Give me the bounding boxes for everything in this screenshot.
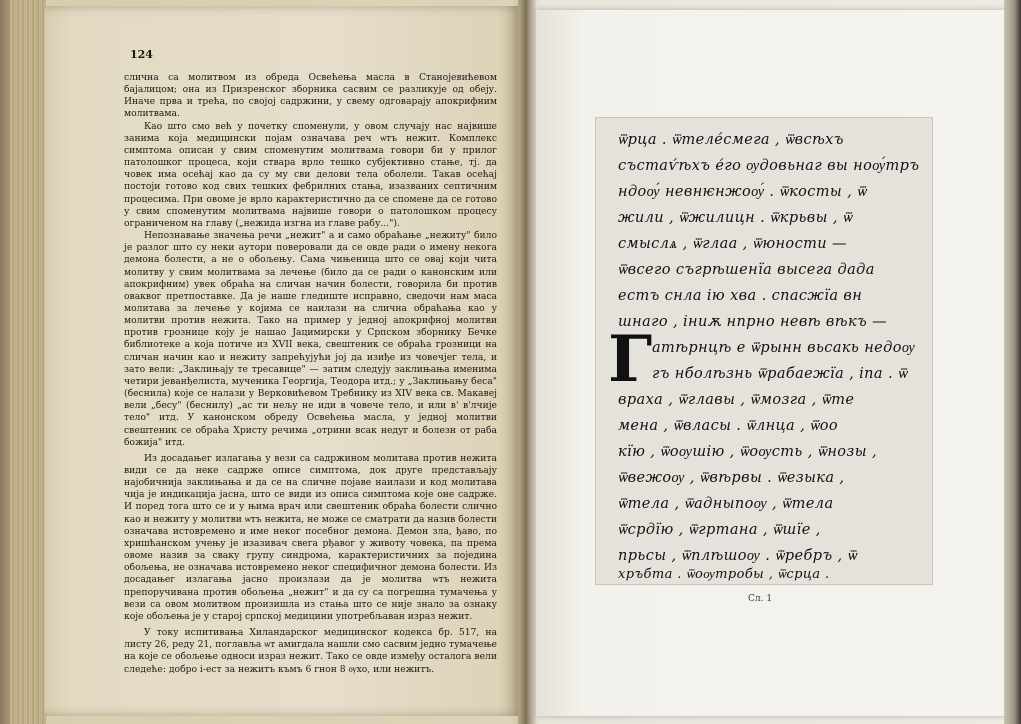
book-gutter bbox=[518, 0, 536, 724]
paragraph: Као што смо већ у почетку споменули, у овом случају нас највише занима која медицински појам означава реч ѡтъ нежит. Комплекс симптома описан у свим споменутим молитвама говори би у прилог патолошког процеса, који ствара врло тешко субјективно стање, тј. да човек има осећај као да су му сви делови тела оболели. Такав осећај постоји готово код свих тешких фебрилних стања, изазваних септичним процесима. При овоме је врло карактеристично да се спомене да се готово у свим споменутим молитвама највише говори о патолошком процесу ограниченом на главу („нежида изгна из главе рабу..."). bbox=[124, 120, 497, 229]
manuscript-line: ндоѹ́ невнѥнжоѹ́ . ѿкосты , ѿ bbox=[618, 184, 867, 200]
manuscript-line: ѿсрдїю , ѿгртана , ѿшїе , bbox=[618, 522, 821, 538]
manuscript-line: ѿтела , ѿадныпоѹ , ѿтела bbox=[618, 496, 834, 512]
page-number: 124 bbox=[130, 48, 153, 61]
manuscript-line: враха , ѿглавы , ѿмозга , ѿте bbox=[618, 392, 855, 408]
manuscript-line: ѿрца . ѿтеле́смега , ѿвсѣхъ bbox=[618, 132, 844, 148]
manuscript-line: естъ снла ію хва . спасжїа вн bbox=[618, 288, 863, 304]
paragraph: У току испитивања Хиландарског медицинског кодекса бр. 517, на листу 26, реду 21, поглавља ѡт амигдала нашли смо сасвим једно тумачење на које се обољење односи израз нежит. Тако се овде између осталога вели следеће: добро і-ест за нежитъ къмъ 6 гнон 8 ѹхо, или нежитъ. bbox=[124, 627, 497, 675]
manuscript-line: прьсы , ѿплѣшоѹ . ѿребръ , ѿ bbox=[618, 548, 858, 564]
manuscript-line: шнаго , іниѫ нпрно невѣ вѣкъ — bbox=[618, 314, 887, 330]
manuscript-line: състаѵ́ѣхъ е́го ѹдовьнаг вы ноѹ́тръ bbox=[618, 158, 920, 174]
manuscript-line: кїю , ѿоѹшію , ѿоѹсть , ѿнозы , bbox=[618, 444, 877, 460]
illuminated-initial: Г bbox=[608, 322, 653, 397]
manuscript-line: хръбта . ѿоѹтробы , ѿсрца . bbox=[618, 567, 830, 582]
body-text bbox=[124, 72, 497, 676]
manuscript-line: жили , ѿжилицн . ѿкрьвы , ѿ bbox=[618, 210, 853, 226]
manuscript-line: мена , ѿвласы . ѿлнца , ѿоо bbox=[618, 418, 839, 434]
manuscript-line: ѿвежоѹ , ѿвѣрвы . ѿезыка , bbox=[618, 470, 845, 486]
right-book-edge bbox=[1004, 0, 1021, 724]
figure-caption: Сл. 1 bbox=[748, 594, 773, 604]
paragraph: Непознавање значења речи „нежит" а и само обраћање „нежиту" било је разлог што су неки аутори поверовали да се овде ради о имену некога демона болести, а не о обољењу. Сама чињеница што се овај који чита молитву у свим молитвама за лечење (било да се ради о канонским или апокрифним) увек обраћа на сличан начин болести, говорила би против оваквог претпоставке. Да је наше гледиште исправно, сведочи нам маса молитава за лечење у којима се наилази на слична обраћања као у молитви против нежита. Тако на пример у једној апокрифној молитви против грознице коју је нашао Јацимирски у Српском зборнику Бечке библиотеке а која потиче из XVII века, свештеник се обраћа грозници на сличан начин као и нежиту запрећујући јој да изиђе из човечјег тела, и зато вели: „Заклињају те тресавице" — затим следују заклињања именима четири јеванђелиста, мученика Георгија, Теодора итд.; у „Заклињању беса" (беснила) које се налази у Верковићевом Требнику из XIV века св. Макавеј вели „бесу" (беснилу) „ас ти нељу не иди в човече тело, и или в' в'лчије тело" итд. У канонском обреду Освећења масла, у једној молитви свештеник се обраћа Христу речима „отрини всак недуг и болезн от раба божија" итд. bbox=[124, 230, 497, 448]
paragraph: Из досадањег излагања у вези са садржином молитава против нежита види се да неке садрже описе симптома, док друге представљају најобичнија заклињања и да се на сличне појаве наилази и код молитава чија је индикација јасна, што се види из описа симптома које оне садрже. И поред тога што се и у њима врач или свештеник обраћа болести слично као и нежиту у молитви ѡтъ нежита, не може се сматрати да назив болести означава истовремено и име неког посебног демона. Демон зла, ђаво, по хришћанском учењу је изазивач свега рђавог у животу човека, па према овоме назив за сваку групу синдрома, карактеристичних за поједина обољења, не означава истовремено неког специфичног демона болести. Из досадањег излагања јасно произлази да је молитва ѡтъ нежита препоручивана против обољења „нежит" и да су са погрешна тумачења у вези са овом молитвом произишла из стања што се није знало за ознаку које обољења је у старој српској медицини употребљаван израз нежит. bbox=[124, 452, 497, 622]
manuscript-line: атѣрнцѣ е ѿрынн вьсакь недоѹ bbox=[652, 340, 916, 356]
paragraph: слична са молитвом из обреда Освећења масла в Станојевићевом бајалицом; она из Призренског зборника сасвим се разликује од обеју. Иначе прва и трећа, по својој садржини, у свему одговарају апокрифним молитвама. bbox=[124, 72, 497, 120]
manuscript-line: смыслѧ , ѿглаа , ѿюности — bbox=[618, 236, 847, 252]
manuscript-plate bbox=[596, 118, 932, 584]
page-stack-edge bbox=[10, 0, 46, 724]
manuscript-line: гъ нболѣзнь ѿрабаежїа , іпа . ѿ bbox=[652, 366, 908, 382]
manuscript-line: ѿвсего съгрѣшенїа высега дада bbox=[618, 262, 875, 278]
